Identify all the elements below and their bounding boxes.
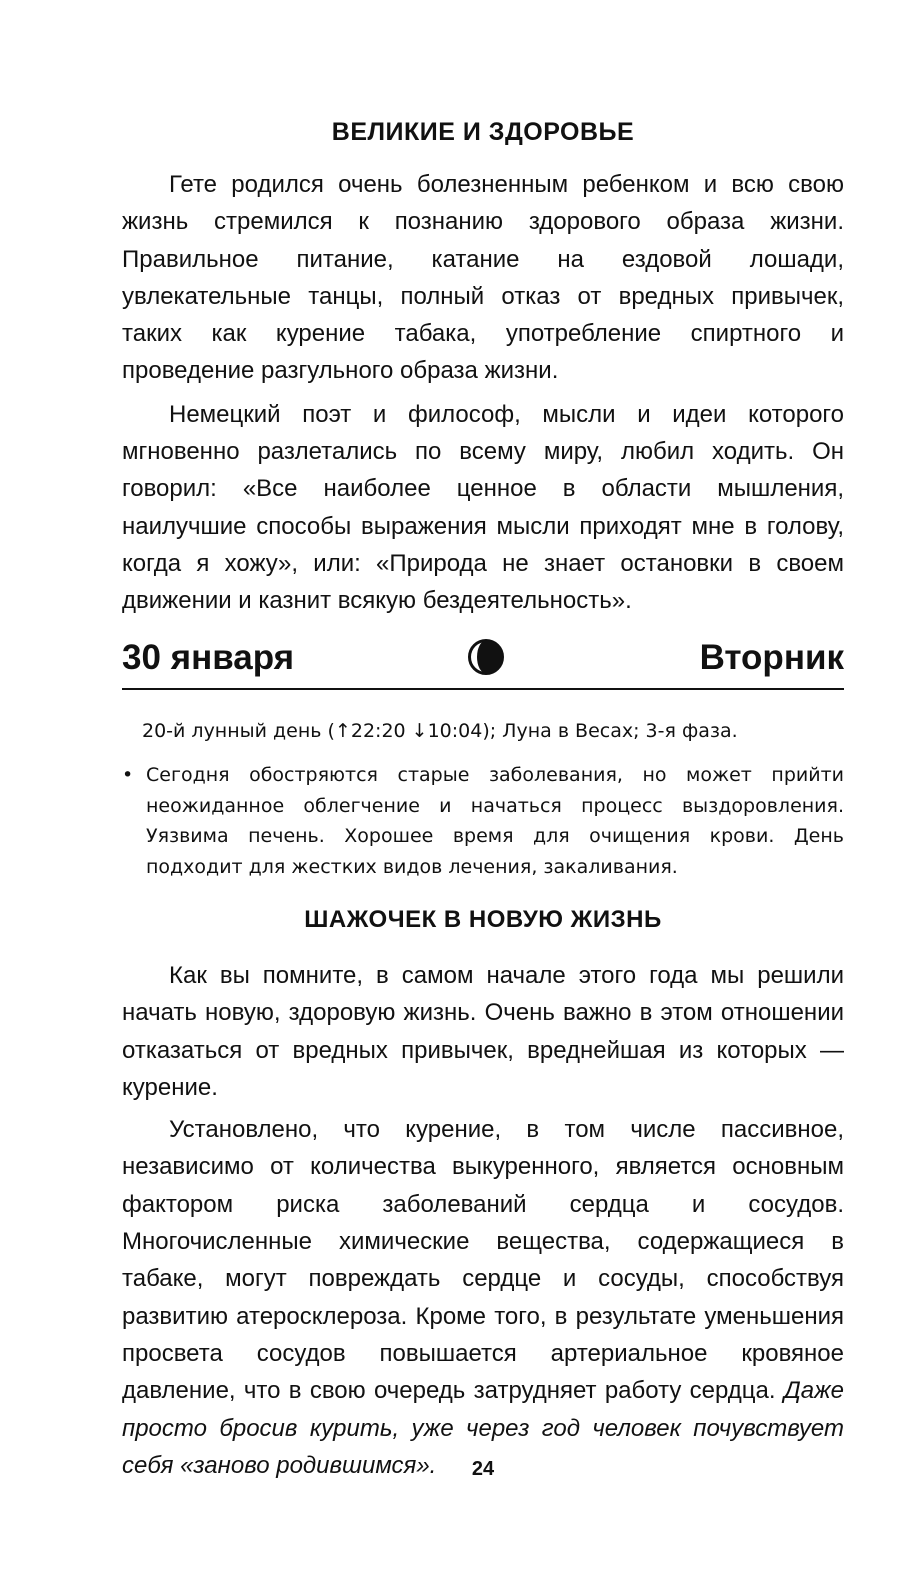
health-forecast [122, 760, 844, 882]
section-title-greats-and-health: ВЕЛИКИЕ И ЗДОРОВЬЕ [331, 118, 635, 146]
lunar-day-info: 20-й лунный день (↑22:20 ↓10:04); Луна в Весах; 3-я фаза. [142, 720, 738, 742]
page-number: 24 [471, 1458, 495, 1480]
paragraph: Как вы помните, в самом начале этого года мы решили начать новую, здоровую жизнь. Очень важно в этом отношении отказаться от вредных привычек, вреднейшая из которых — курение. [122, 962, 844, 1101]
paragraph [122, 1111, 844, 1484]
section-title-new-life-step: ШАЖОЧЕК В НОВУЮ ЖИЗНЬ [304, 906, 662, 933]
paragraph-regular-text: Установлено, что курение, в том числе пассивное, независимо от количества выкуренного, является основным фактором риска заболеваний сердца и сосудов. Многочисленные химические вещества, содержащиеся в табаке, могут повреждать сердце и сосуды, способствуя развитию атеросклероза. Кроме того, в результате уменьшения просвета сосудов повышается артериальное кровяное давление, что в свою очередь затрудняет работу сердца. [122, 1116, 844, 1405]
section-body-greats-and-health [122, 166, 844, 620]
paragraph: Немецкий поэт и философ, мысли и идеи которого мгновенно разлетались по всему миру, любил ходить. Он говорил: «Все наиболее ценное в области мышления, наилучшие способы выражения мысли приходят мне в голову, когда я хожу», или: «Природа не знает остановки в своем движении и казнит всякую бездеятельность». [122, 400, 844, 615]
paragraph-italic-text: Даже просто бросив курить, уже через год человек почувствует себя «заново родившимся». [122, 1377, 844, 1479]
day-date: 30 января [122, 638, 295, 677]
book-page [122, 0, 844, 1593]
day-weekday: Вторник [699, 638, 844, 677]
section-body-new-life-step [122, 957, 844, 1484]
day-header [122, 632, 844, 690]
paragraph: Гете родился очень болезненным ребенком и всю свою жизнь стремился к познанию здорового образа жизни. Правильное питание, катание на ездовой лошади, увлекательные танцы, полный отказ от вредных привычек, таких как курение табака, употребление спиртного и проведение разгульного образа жизни. [122, 171, 844, 385]
forecast-text: Сегодня обостряются старые заболевания, но может прийти неожиданное облегчение и начаться процесс выздоровления. Уязвима печень. Хорошее время для очищения крови. День подходит для жестких видов лечения, закаливания. [146, 764, 844, 878]
bullet-marker: • [122, 764, 134, 786]
waning-moon-icon [467, 638, 505, 676]
